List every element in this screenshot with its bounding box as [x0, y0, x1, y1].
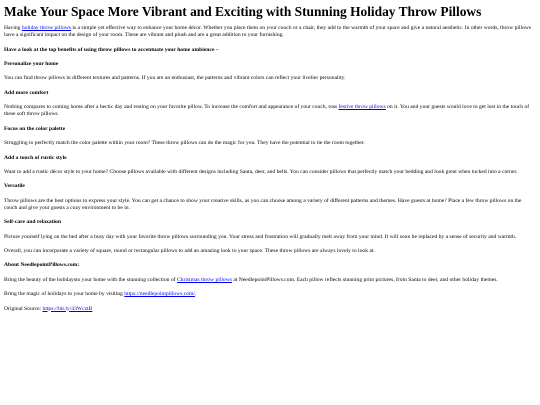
section-heading-rustic: Add a touch of rustic style	[4, 154, 67, 161]
source-paragraph	[4, 306, 536, 313]
source-label: Original Source:	[4, 305, 43, 312]
section-text-versatile: Throw pillows are the best options to express your style. You can get a chance to show your creative skills, as you can choose among a variety of different patterns and themes. Have guests at home? Place a few throw pillows on the couch and give your guests a cozy environment to be in.	[4, 197, 522, 211]
section-text-comfort	[4, 104, 536, 118]
section-heading-comfort: Add more comfort	[4, 89, 49, 96]
section-text-rustic: Want to add a rustic décor style to your home? Choose pillows available with different designs including Santa, deer, and bells. You can consider pillows that perfectly match your bedding and look great when tucked into a corner.	[4, 168, 518, 175]
overall-paragraph: Overall, you can incorporate a variety of square, round or rectangular pillows to add an amazing look to your space. These throw pillows are always lovely to look at.	[4, 248, 375, 255]
festive-throw-pillows-link[interactable]: festive throw pillows	[338, 104, 386, 111]
magic-paragraph	[4, 291, 536, 298]
christmas-throw-pillows-link[interactable]: Christmas throw pillows	[176, 276, 232, 283]
about-heading: About NeedlepointPillows.com:	[4, 262, 80, 269]
holiday-throw-pillows-link[interactable]: holiday throw pillows	[21, 25, 71, 31]
magic-text-before: Bring the magic of holidays to your home by visiting	[4, 291, 125, 298]
original-source-link[interactable]: https://bit.ly/43WcztB	[42, 305, 93, 312]
about-paragraph	[4, 277, 536, 284]
section-text-color: Struggling to perfectly match the color palette within your room? These throw pillows can do the magic for you. They have the potential to tie the room together.	[4, 140, 365, 147]
section-text-personalize: You can find throw pillows in different textures and patterns. If you are an enthusiast, the patterns and vibrant colors can reflect your livelier personality.	[4, 75, 346, 82]
intro-text-before: Having	[4, 25, 22, 31]
benefits-heading: Have a look at the top benefits of using throw pillows to accentuate your home ambience –	[4, 46, 219, 53]
section-text-selfcare: Picture yourself lying on the bed after a busy day with your favorite throw pillows surrounding you. Your stress and frustration will gradually melt away from your mind. It will soon be replaced by a sense of security and warmth.	[4, 233, 517, 240]
intro-text-after: is a simple yet effective way to enhance your home décor. Whether you place them on your couch or a chair, they add to the warmth of your space and give a natural aesthetic. In other words, throw pillows have a significant impact on the design of your room. These are vibrant and plush and are a great addition to your furnishing.	[4, 25, 532, 39]
about-text-before: Bring the beauty of the holidaysto your home with the stunning collection of	[4, 276, 177, 283]
about-text-after: at NeedlepointPillows.com. Each pillow reflects stunning print pictures, from Santa to deer, and other holiday themes.	[231, 276, 498, 283]
section-heading-color: Focus on the color palette	[4, 125, 66, 132]
intro-paragraph	[4, 25, 536, 39]
section-heading-versatile: Versatile	[4, 183, 25, 190]
comfort-text-before: Nothing compares to coming home after a hectic day and resting on your favorite pillow. To increase the comfort and appearance of your couch, toss	[4, 104, 339, 111]
needlepointpillows-site-link[interactable]: https://needlepointpillows.com/	[124, 291, 195, 298]
section-heading-personalize: Personalize your home	[4, 60, 59, 67]
section-heading-selfcare: Self-care and relaxation	[4, 219, 61, 226]
magic-text-after: .	[194, 291, 197, 298]
comfort-text-after: on it. You and your guests would love to get lost in the touch of these soft throw pillows.	[4, 104, 530, 118]
page-title: Make Your Space More Vibrant and Exciting with Stunning Holiday Throw Pillows	[4, 4, 482, 19]
